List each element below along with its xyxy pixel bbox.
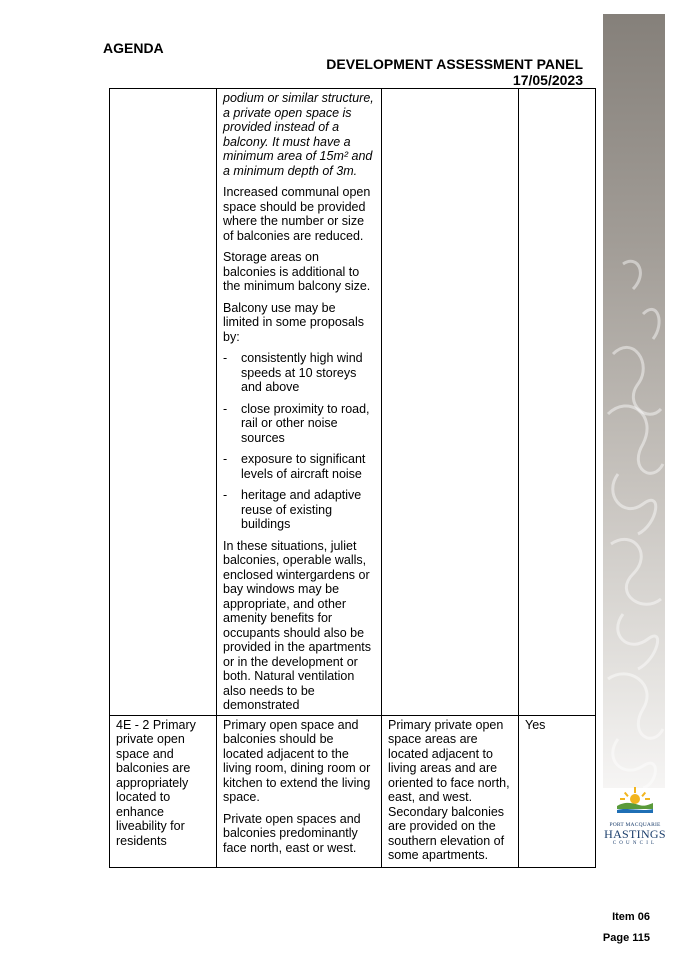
- logo-line-1: PORT MACQUARIE: [609, 822, 661, 828]
- guidance-cell: [217, 715, 382, 867]
- guidance-cell: [217, 89, 382, 716]
- table-row: [110, 89, 596, 716]
- council-logo: [604, 786, 666, 846]
- logo-line-3: COUNCIL: [612, 841, 658, 846]
- guidance-paragraph: podium or similar structure, a private open space is provided instead of a balcony. It must have a minimum area of 15m² and a minimum depth of 3m.: [223, 91, 374, 178]
- guidance-paragraph: Increased communal open space should be provided where the number or size of balconies are reduced.: [223, 185, 371, 243]
- criteria-cell: [110, 89, 217, 716]
- response-cell: Primary private open space areas are located adjacent to living areas and are oriented to face north, east, and west. Secondary balconies are provided on the southern elevation of some apartments.: [382, 715, 519, 867]
- response-cell: [382, 89, 519, 716]
- logo-line-2: HASTINGS: [604, 827, 666, 841]
- page-number: Page 115: [602, 932, 650, 944]
- item-number: Item 06: [612, 911, 650, 923]
- guidance-paragraph: In these situations, juliet balconies, operable walls, enclosed wintergardens or bay windows may be appropriate, and other amenity benefits for occupants should also be provided in the apartments or in the development or both. Natural ventilation also needs to be demonstrated: [223, 538, 372, 712]
- decorative-side-band: [603, 14, 665, 788]
- list-item: - exposure to significant levels of aircraft noise: [223, 452, 375, 481]
- agenda-heading: AGENDA: [103, 40, 164, 56]
- list-item: - heritage and adaptive reuse of existing buildings: [223, 488, 375, 532]
- sun-landscape-icon: [615, 786, 655, 816]
- guidance-paragraph: Private open spaces and balconies predominantly face north, east or west.: [223, 811, 361, 855]
- list-item: - consistently high wind speeds at 10 storeys and above: [223, 351, 375, 395]
- condition-list: [223, 351, 375, 532]
- assessment-table: [109, 88, 596, 868]
- table-row: [110, 715, 596, 867]
- swirl-pattern: [603, 14, 665, 788]
- list-item: - close proximity to road, rail or other noise sources: [223, 402, 375, 446]
- guidance-paragraph: Balcony use may be limited in some proposals by:: [223, 300, 365, 344]
- panel-heading: DEVELOPMENT ASSESSMENT PANEL: [326, 56, 583, 72]
- guidance-paragraph: Storage areas on balconies is additional to the minimum balcony size.: [223, 250, 371, 293]
- guidance-paragraph: Primary open space and balconies should be located adjacent to the living room, dining room or kitchen to extend the living space.: [223, 717, 371, 804]
- meeting-date: 17/05/2023: [512, 72, 583, 88]
- compliance-cell: [519, 89, 596, 716]
- compliance-cell: Yes: [519, 715, 596, 867]
- criteria-cell: 4E - 2 Primary private open space and balconies are appropriately located to enhance liveability for residents: [110, 715, 217, 867]
